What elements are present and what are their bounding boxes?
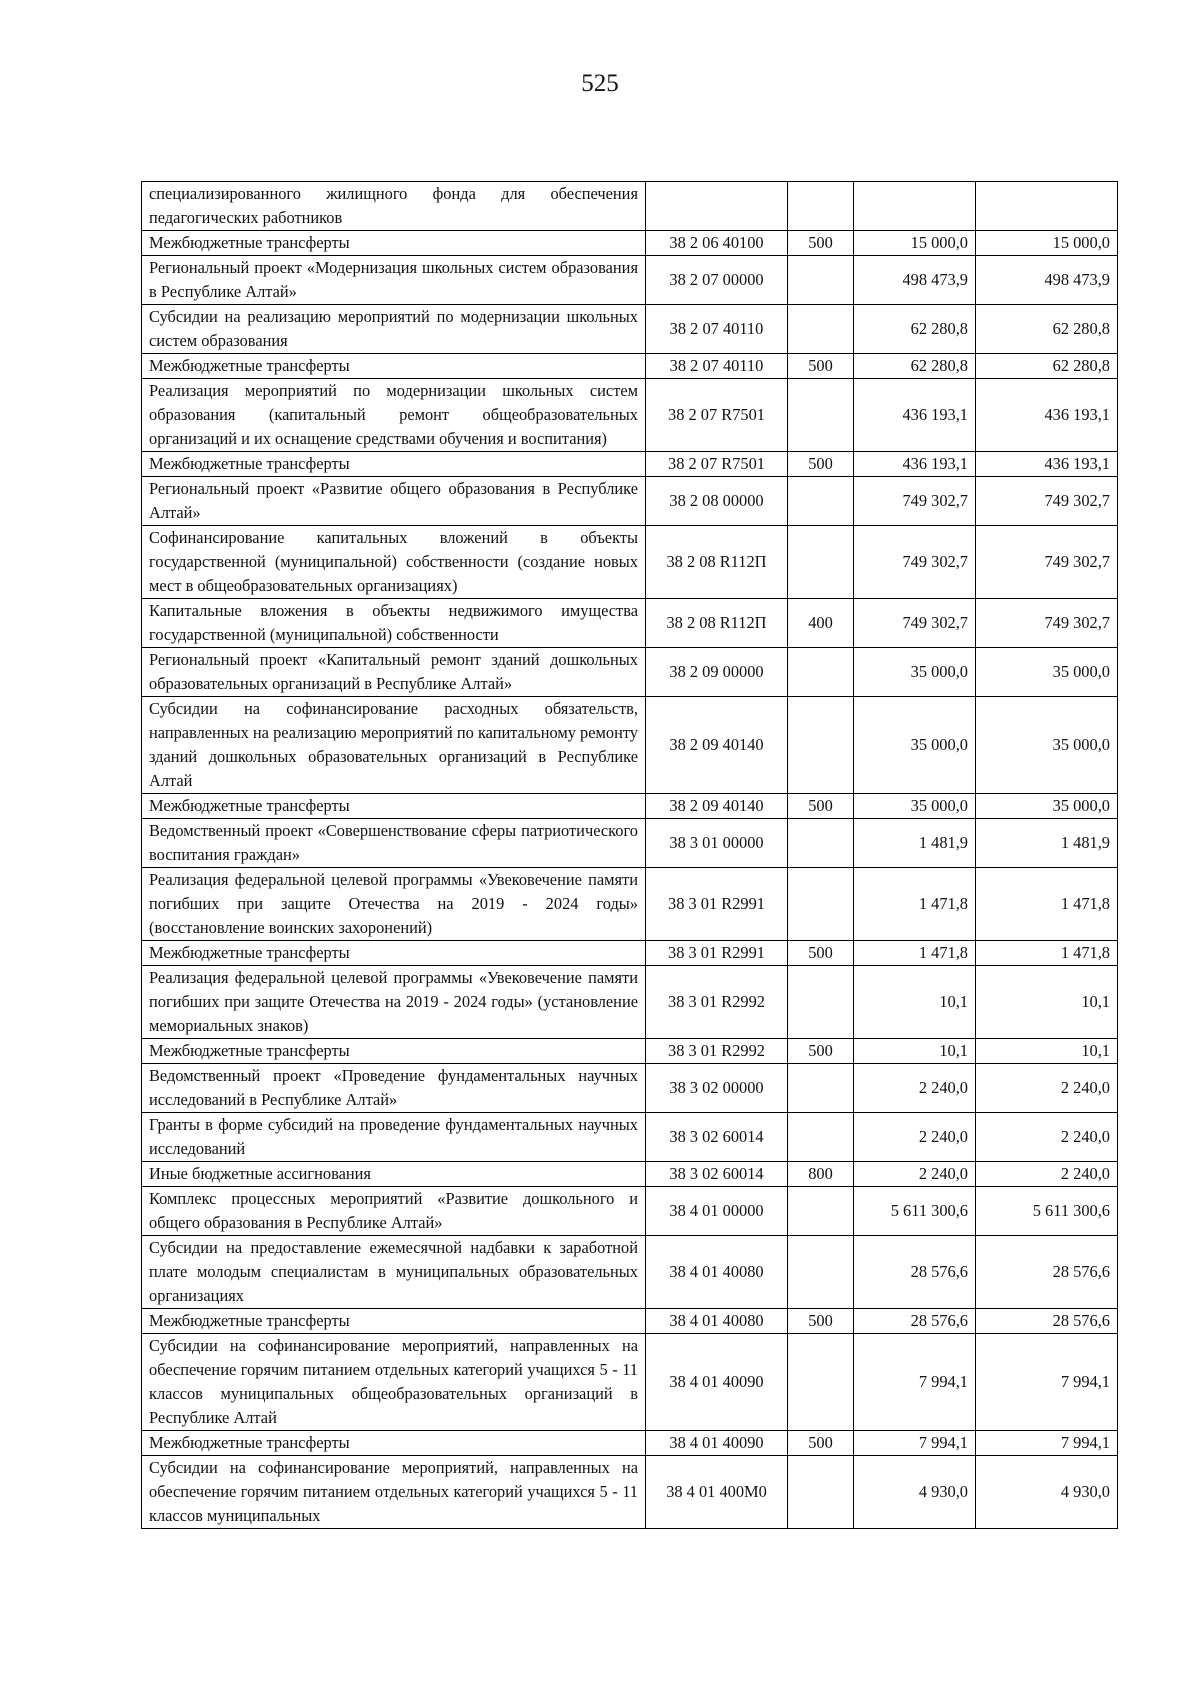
row-name-cell: Межбюджетные трансферты (142, 941, 646, 966)
table-row (142, 231, 1118, 256)
table-row (142, 1236, 1118, 1309)
row-type-cell: 500 (788, 452, 854, 477)
table-row (142, 354, 1118, 379)
row-type-cell (788, 868, 854, 941)
table-row (142, 966, 1118, 1039)
row-amount-1-cell: 7 994,1 (854, 1431, 976, 1456)
row-amount-1-cell: 436 193,1 (854, 379, 976, 452)
budget-table-body (142, 182, 1118, 1529)
row-amount-1-cell: 35 000,0 (854, 697, 976, 794)
row-name-cell: Капитальные вложения в объекты недвижимого имущества государственной (муниципальной) собственности (142, 599, 646, 648)
row-code-cell: 38 4 01 40080 (646, 1309, 788, 1334)
table-row (142, 794, 1118, 819)
table-row (142, 599, 1118, 648)
row-name-cell: Межбюджетные трансферты (142, 1309, 646, 1334)
row-code-cell (646, 182, 788, 231)
row-type-cell: 800 (788, 1162, 854, 1187)
row-amount-2-cell: 1 471,8 (976, 868, 1118, 941)
row-type-cell (788, 966, 854, 1039)
row-amount-2-cell: 2 240,0 (976, 1064, 1118, 1113)
table-row (142, 1039, 1118, 1064)
row-code-cell: 38 2 08 R112П (646, 526, 788, 599)
row-amount-1-cell: 62 280,8 (854, 305, 976, 354)
row-amount-2-cell: 749 302,7 (976, 477, 1118, 526)
row-code-cell: 38 3 01 R2991 (646, 868, 788, 941)
row-amount-1-cell: 2 240,0 (854, 1064, 976, 1113)
row-amount-2-cell: 35 000,0 (976, 697, 1118, 794)
row-code-cell: 38 2 09 40140 (646, 794, 788, 819)
row-amount-1-cell: 1 481,9 (854, 819, 976, 868)
table-row (142, 868, 1118, 941)
row-type-cell: 500 (788, 231, 854, 256)
row-name-cell: Субсидии на предоставление ежемесячной надбавки к заработной плате молодым специалистам в муниципальных образовательных организациях (142, 1236, 646, 1309)
row-type-cell: 500 (788, 1309, 854, 1334)
table-row (142, 1309, 1118, 1334)
row-amount-2-cell: 28 576,6 (976, 1236, 1118, 1309)
row-code-cell: 38 4 01 400М0 (646, 1456, 788, 1529)
row-type-cell: 400 (788, 599, 854, 648)
row-type-cell: 500 (788, 794, 854, 819)
row-amount-2-cell: 436 193,1 (976, 379, 1118, 452)
row-type-cell (788, 697, 854, 794)
row-amount-2-cell: 1 471,8 (976, 941, 1118, 966)
row-amount-2-cell: 28 576,6 (976, 1309, 1118, 1334)
table-row (142, 697, 1118, 794)
row-amount-2-cell: 436 193,1 (976, 452, 1118, 477)
row-type-cell (788, 1064, 854, 1113)
row-amount-2-cell (976, 182, 1118, 231)
row-code-cell: 38 3 01 R2991 (646, 941, 788, 966)
row-name-cell: Гранты в форме субсидий на проведение фундаментальных научных исследований (142, 1113, 646, 1162)
row-name-cell: Межбюджетные трансферты (142, 354, 646, 379)
row-amount-1-cell: 4 930,0 (854, 1456, 976, 1529)
row-amount-1-cell: 749 302,7 (854, 599, 976, 648)
row-type-cell: 500 (788, 354, 854, 379)
row-name-cell: Комплекс процессных мероприятий «Развитие дошкольного и общего образования в Республике Алтай» (142, 1187, 646, 1236)
row-amount-2-cell: 4 930,0 (976, 1456, 1118, 1529)
table-row (142, 1113, 1118, 1162)
row-code-cell: 38 3 02 60014 (646, 1113, 788, 1162)
row-amount-2-cell: 749 302,7 (976, 526, 1118, 599)
row-amount-1-cell: 62 280,8 (854, 354, 976, 379)
row-amount-1-cell: 436 193,1 (854, 452, 976, 477)
row-type-cell (788, 526, 854, 599)
row-name-cell: Ведомственный проект «Проведение фундаментальных научных исследований в Республике Алтай» (142, 1064, 646, 1113)
row-type-cell (788, 379, 854, 452)
row-amount-1-cell: 35 000,0 (854, 794, 976, 819)
table-row (142, 379, 1118, 452)
row-code-cell: 38 2 07 R7501 (646, 379, 788, 452)
row-type-cell (788, 305, 854, 354)
row-name-cell: Реализация федеральной целевой программы «Увековечение памяти погибших при защите Отечества на 2019 - 2024 годы» (установление мемориальных знаков) (142, 966, 646, 1039)
row-name-cell: Софинансирование капитальных вложений в объекты государственной (муниципальной) собственности (создание новых мест в общеобразовательных организациях) (142, 526, 646, 599)
row-amount-2-cell: 749 302,7 (976, 599, 1118, 648)
row-amount-2-cell: 62 280,8 (976, 305, 1118, 354)
row-type-cell (788, 819, 854, 868)
row-amount-1-cell: 2 240,0 (854, 1162, 976, 1187)
budget-table (141, 181, 1118, 1529)
table-row (142, 182, 1118, 231)
row-amount-2-cell: 35 000,0 (976, 794, 1118, 819)
row-amount-2-cell: 2 240,0 (976, 1113, 1118, 1162)
page-number: 525 (581, 70, 619, 97)
table-row (142, 305, 1118, 354)
row-name-cell: специализированного жилищного фонда для обеспечения педагогических работников (142, 182, 646, 231)
row-amount-1-cell: 1 471,8 (854, 941, 976, 966)
row-code-cell: 38 2 09 00000 (646, 648, 788, 697)
table-row (142, 1456, 1118, 1529)
row-name-cell: Межбюджетные трансферты (142, 794, 646, 819)
row-type-cell (788, 1236, 854, 1309)
row-amount-2-cell: 498 473,9 (976, 256, 1118, 305)
row-code-cell: 38 3 02 60014 (646, 1162, 788, 1187)
row-code-cell: 38 3 02 00000 (646, 1064, 788, 1113)
table-row (142, 648, 1118, 697)
row-amount-2-cell: 7 994,1 (976, 1334, 1118, 1431)
row-code-cell: 38 2 07 40110 (646, 354, 788, 379)
row-amount-2-cell: 15 000,0 (976, 231, 1118, 256)
row-name-cell: Реализация мероприятий по модернизации школьных систем образования (капитальный ремонт общеобразовательных организаций и их оснащение средствами обучения и воспитания) (142, 379, 646, 452)
row-type-cell (788, 648, 854, 697)
row-amount-2-cell: 62 280,8 (976, 354, 1118, 379)
row-code-cell: 38 4 01 40090 (646, 1334, 788, 1431)
row-name-cell: Региональный проект «Развитие общего образования в Республике Алтай» (142, 477, 646, 526)
row-amount-1-cell: 7 994,1 (854, 1334, 976, 1431)
row-amount-1-cell: 28 576,6 (854, 1309, 976, 1334)
row-amount-2-cell: 10,1 (976, 966, 1118, 1039)
row-code-cell: 38 3 01 00000 (646, 819, 788, 868)
row-name-cell: Межбюджетные трансферты (142, 452, 646, 477)
row-type-cell (788, 477, 854, 526)
row-code-cell: 38 4 01 40090 (646, 1431, 788, 1456)
row-amount-1-cell: 749 302,7 (854, 477, 976, 526)
row-code-cell: 38 3 01 R2992 (646, 1039, 788, 1064)
row-code-cell: 38 2 07 R7501 (646, 452, 788, 477)
row-name-cell: Иные бюджетные ассигнования (142, 1162, 646, 1187)
row-code-cell: 38 2 08 00000 (646, 477, 788, 526)
table-row (142, 1334, 1118, 1431)
row-code-cell: 38 3 01 R2992 (646, 966, 788, 1039)
row-code-cell: 38 4 01 40080 (646, 1236, 788, 1309)
row-name-cell: Ведомственный проект «Совершенствование сферы патриотического воспитания граждан» (142, 819, 646, 868)
row-code-cell: 38 4 01 00000 (646, 1187, 788, 1236)
row-type-cell (788, 1456, 854, 1529)
row-name-cell: Межбюджетные трансферты (142, 1039, 646, 1064)
table-row (142, 819, 1118, 868)
row-amount-1-cell: 10,1 (854, 966, 976, 1039)
row-code-cell: 38 2 07 40110 (646, 305, 788, 354)
row-code-cell: 38 2 08 R112П (646, 599, 788, 648)
table-row (142, 1431, 1118, 1456)
table-row (142, 526, 1118, 599)
row-type-cell (788, 1113, 854, 1162)
row-amount-2-cell: 2 240,0 (976, 1162, 1118, 1187)
row-amount-1-cell: 749 302,7 (854, 526, 976, 599)
row-type-cell: 500 (788, 941, 854, 966)
row-amount-2-cell: 10,1 (976, 1039, 1118, 1064)
row-code-cell: 38 2 09 40140 (646, 697, 788, 794)
row-type-cell: 500 (788, 1431, 854, 1456)
row-name-cell: Субсидии на софинансирование мероприятий, направленных на обеспечение горячим питанием отдельных категорий учащихся 5 - 11 классов муниципальных общеобразовательных организаций в Республике Алтай (142, 1334, 646, 1431)
row-amount-1-cell: 15 000,0 (854, 231, 976, 256)
row-amount-1-cell: 2 240,0 (854, 1113, 976, 1162)
table-row (142, 941, 1118, 966)
row-type-cell (788, 1187, 854, 1236)
row-name-cell: Субсидии на софинансирование мероприятий, направленных на обеспечение горячим питанием отдельных категорий учащихся 5 - 11 классов муниципальных (142, 1456, 646, 1529)
row-name-cell: Субсидии на реализацию мероприятий по модернизации школьных систем образования (142, 305, 646, 354)
row-amount-2-cell: 1 481,9 (976, 819, 1118, 868)
row-amount-1-cell: 498 473,9 (854, 256, 976, 305)
table-row (142, 256, 1118, 305)
table-row (142, 452, 1118, 477)
row-type-cell (788, 182, 854, 231)
table-row (142, 477, 1118, 526)
row-amount-1-cell: 1 471,8 (854, 868, 976, 941)
row-amount-1-cell: 28 576,6 (854, 1236, 976, 1309)
row-code-cell: 38 2 07 00000 (646, 256, 788, 305)
row-name-cell: Межбюджетные трансферты (142, 231, 646, 256)
row-type-cell (788, 256, 854, 305)
row-name-cell: Реализация федеральной целевой программы «Увековечение памяти погибших при защите Отечества на 2019 - 2024 годы» (восстановление воинских захоронений) (142, 868, 646, 941)
row-amount-1-cell (854, 182, 976, 231)
row-type-cell: 500 (788, 1039, 854, 1064)
row-amount-2-cell: 5 611 300,6 (976, 1187, 1118, 1236)
row-amount-1-cell: 10,1 (854, 1039, 976, 1064)
row-amount-1-cell: 35 000,0 (854, 648, 976, 697)
table-row (142, 1187, 1118, 1236)
row-amount-2-cell: 7 994,1 (976, 1431, 1118, 1456)
table-row (142, 1162, 1118, 1187)
row-name-cell: Региональный проект «Капитальный ремонт зданий дошкольных образовательных организаций в Республике Алтай» (142, 648, 646, 697)
row-amount-1-cell: 5 611 300,6 (854, 1187, 976, 1236)
row-name-cell: Субсидии на софинансирование расходных обязательств, направленных на реализацию мероприятий по капитальному ремонту зданий дошкольных образовательных организаций в Республике Алтай (142, 697, 646, 794)
row-type-cell (788, 1334, 854, 1431)
row-name-cell: Межбюджетные трансферты (142, 1431, 646, 1456)
row-amount-2-cell: 35 000,0 (976, 648, 1118, 697)
row-name-cell: Региональный проект «Модернизация школьных систем образования в Республике Алтай» (142, 256, 646, 305)
table-row (142, 1064, 1118, 1113)
row-code-cell: 38 2 06 40100 (646, 231, 788, 256)
